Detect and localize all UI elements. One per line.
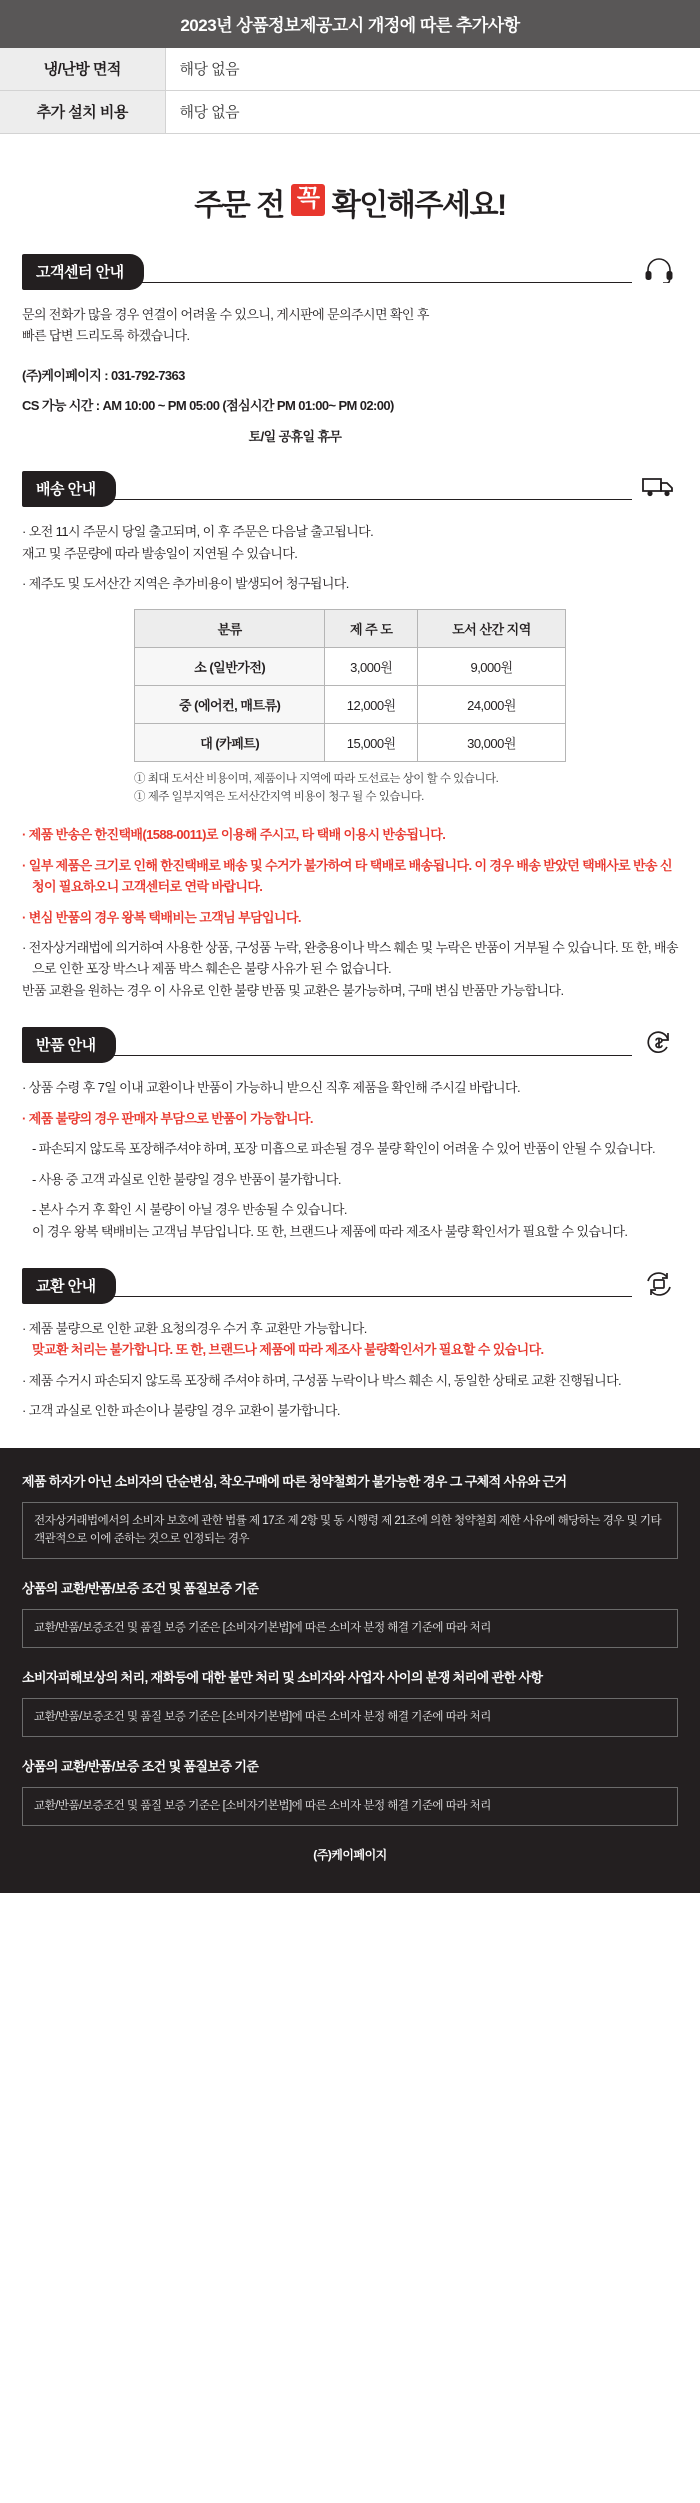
fee-jeju: 3,000원 <box>325 647 418 685</box>
return-item: 이 경우 왕복 택배비는 고객님 부담입니다. 또 한, 브랜드나 제품에 따라 제조사 불량 확인서가 필요할 수 있습니다. <box>32 1223 628 1239</box>
shipping-note: · 제품 반송은 한진택배(1588-0011)로 이용해 주시고, 타 택배 이용시 반송됩니다. <box>22 827 446 843</box>
table-row <box>0 91 700 134</box>
truck-icon <box>640 470 678 504</box>
policy-body: 교환/반품/보증조건 및 품질 보증 기준은 [소비자기본법]에 따른 소비자 분정 해결 기준에 따라 처리 <box>22 1787 678 1826</box>
shipping-fee-table <box>134 609 566 762</box>
fee-category: 소 (일반가전) <box>135 647 325 685</box>
column-header: 도서 산간 지역 <box>418 609 566 647</box>
shipping-line: · 제주도 및 도서산간 지역은 추가비용이 발생되어 청구됩니다. <box>22 576 349 592</box>
spec-value: 해당 없음 <box>165 48 700 91</box>
spec-value: 해당 없음 <box>165 91 700 134</box>
exchange-item: · 제품 불량으로 인한 교환 요청의경우 수거 후 교환만 가능합니다. <box>22 1320 367 1336</box>
column-header: 제 주 도 <box>325 609 418 647</box>
policy-body: 교환/반품/보증조건 및 품질 보증 기준은 [소비자기본법]에 따른 소비자 분정 해결 기준에 따라 처리 <box>22 1698 678 1737</box>
return-item: · 상품 수령 후 7일 이내 교환이나 반품이 가능하니 받으신 직후 제품을 확인해 주시길 바랍니다. <box>22 1080 520 1096</box>
fee-note: ① 제주 일부지역은 도서산간지역 비용이 청구 될 수 있습니다. <box>134 790 424 803</box>
section-header <box>22 1027 678 1061</box>
fee-category: 대 (카페트) <box>135 723 325 761</box>
policy-title: 제품 하자가 아닌 소비자의 단순변심, 착오구매에 따른 청약철회가 불가능한 경우 그 구체적 사유와 근거 <box>22 1473 567 1489</box>
shipping-intro <box>22 521 678 594</box>
section-title: 교환 안내 <box>22 1268 116 1304</box>
customer-center-section <box>0 254 700 447</box>
cc-holiday: 토/일 공휴일 휴무 <box>248 428 342 444</box>
table-row <box>135 685 566 723</box>
return-item: · 제품 불량의 경우 판매자 부담으로 반품이 가능합니다. <box>22 1110 313 1126</box>
exchange-section <box>0 1268 700 1422</box>
fee-note: ① 최대 도서산 비용이며, 제품이나 지역에 따라 도선료는 상이 할 수 있습니다. <box>134 772 499 785</box>
notice-heading <box>0 134 700 254</box>
policy-title: 상품의 교환/반품/보증 조건 및 품질보증 기준 <box>22 1581 259 1597</box>
shipping-note: · 일부 제품은 크기로 인해 한진택배로 배송 및 수거가 불가하여 타 택배로 배송됩니다. 이 경우 배송 받았던 택배사로 반송 신청이 필요하오니 고객센터로 연락 바랍니다. <box>22 857 672 895</box>
company-signature: (주)케이페이지 <box>313 1847 387 1862</box>
fee-notes <box>134 770 566 807</box>
section-header <box>22 254 678 288</box>
exchange-icon <box>640 1267 678 1301</box>
cc-line1: 문의 전화가 많을 경우 연결이 어려울 수 있으니, 게시판에 문의주시면 확인 후 <box>22 307 429 322</box>
shipping-note: · 전자상거래법에 의거하여 사용한 상품, 구성품 누락, 완충용이나 박스 훼손 및 누락은 반품이 거부될 수 있습니다. 또 한, 배송으로 인한 포장 박스나 제품 박스 훼손은 불량 사유가 된 수 없습니다. <box>22 940 678 977</box>
policy-body: 전자상거래법에서의 소비자 보호에 관한 법률 제 17조 제 2항 및 동 시행령 제 21조에 의한 청약철회 제한 사유에 해당하는 경우 및 기타 객관적으로 이에 준하는 것으로 인정되는 경우 <box>22 1502 678 1560</box>
spec-label: 추가 설치 비용 <box>0 91 165 134</box>
policy-title: 상품의 교환/반품/보증 조건 및 품질보증 기준 <box>22 1758 259 1774</box>
section-title: 배송 안내 <box>22 471 116 507</box>
shipping-notes <box>22 824 678 1001</box>
fee-remote: 24,000원 <box>418 685 566 723</box>
shipping-section <box>0 471 700 1001</box>
section-title: 고객센터 안내 <box>22 254 144 290</box>
notice-text-after: 확인해주세요! <box>331 189 506 222</box>
notice-text-before: 주문 전 <box>194 189 284 222</box>
table-row <box>135 723 566 761</box>
fee-jeju: 12,000원 <box>325 685 418 723</box>
fee-jeju: 15,000원 <box>325 723 418 761</box>
returns-body <box>22 1077 678 1242</box>
returns-section <box>0 1027 700 1242</box>
section-header <box>22 471 678 505</box>
policy-title: 소비자피해보상의 처리, 재화등에 대한 불만 처리 및 소비자와 사업자 사이의 분쟁 처리에 관한 사항 <box>22 1670 543 1686</box>
table-row <box>0 48 700 91</box>
spec-label: 냉/난방 면적 <box>0 48 165 91</box>
column-header: 분류 <box>135 609 325 647</box>
return-item: - 파손되지 않도록 포장해주셔야 하며, 포장 미흡으로 파손될 경우 불량 확인이 어려울 수 있어 반품이 안될 수 있습니다. <box>32 1141 655 1157</box>
return-item: - 사용 중 고객 과실로 인한 불량일 경우 반품이 불가합니다. <box>32 1171 341 1187</box>
section-title: 반품 안내 <box>22 1027 116 1063</box>
cc-hours: CS 가능 시간 : AM 10:00 ~ PM 05:00 (점심시간 PM 01:00~ PM 02:00) <box>22 398 394 414</box>
exchange-body <box>22 1318 678 1422</box>
table-row <box>135 647 566 685</box>
customer-center-body <box>22 304 678 447</box>
shipping-line: 재고 및 주문량에 따라 발송일이 지연될 수 있습니다. <box>22 545 298 561</box>
shipping-line: · 오전 11시 주문시 당일 출고되며, 이 후 주문은 다음날 출고됩니다. <box>22 524 374 540</box>
return-arrow-icon <box>640 1026 678 1060</box>
fee-remote: 9,000원 <box>418 647 566 685</box>
cc-line2: 빠른 답변 드리도록 하겠습니다. <box>22 328 190 344</box>
policy-body: 교환/반품/보증조건 및 품질 보증 기준은 [소비자기본법]에 따른 소비자 분정 해결 기준에 따라 처리 <box>22 1609 678 1648</box>
fee-category: 중 (에어컨, 매트류) <box>135 685 325 723</box>
exchange-item: · 제품 수거시 파손되지 않도록 포장해 주셔야 하며, 구성품 누락이나 박스 훼손 시, 동일한 상태로 교환 진행됩니다. <box>22 1372 622 1388</box>
shipping-note: 반품 교환을 원하는 경우 이 사유로 인한 불량 반품 및 교환은 불가능하며, 구매 변심 반품만 가능합니다. <box>22 982 564 998</box>
exchange-item: 맞교환 처리는 불가합니다. 또 한, 브랜드나 제품에 따라 제조사 불량확인서가 필요할 수 있습니다. <box>32 1342 544 1358</box>
section-header <box>22 1268 678 1302</box>
cc-company: (주)케이페이지 : 031-792-7363 <box>22 367 185 383</box>
notice-badge: 꼭 <box>291 184 325 215</box>
headset-icon <box>640 253 678 287</box>
table-header-row <box>135 609 566 647</box>
return-item: - 본사 수거 후 확인 시 불량이 아닐 경우 반송될 수 있습니다. <box>32 1202 347 1218</box>
fee-remote: 30,000원 <box>418 723 566 761</box>
exchange-item: · 고객 과실로 인한 파손이나 불량일 경우 교환이 불가합니다. <box>22 1403 340 1419</box>
spec-table <box>0 48 700 134</box>
policy-panel <box>0 1448 700 1893</box>
shipping-note: · 변심 반품의 경우 왕복 택배비는 고객님 부담입니다. <box>22 909 301 925</box>
spec-header: 2023년 상품정보제공고시 개정에 따른 추가사항 <box>0 0 700 48</box>
